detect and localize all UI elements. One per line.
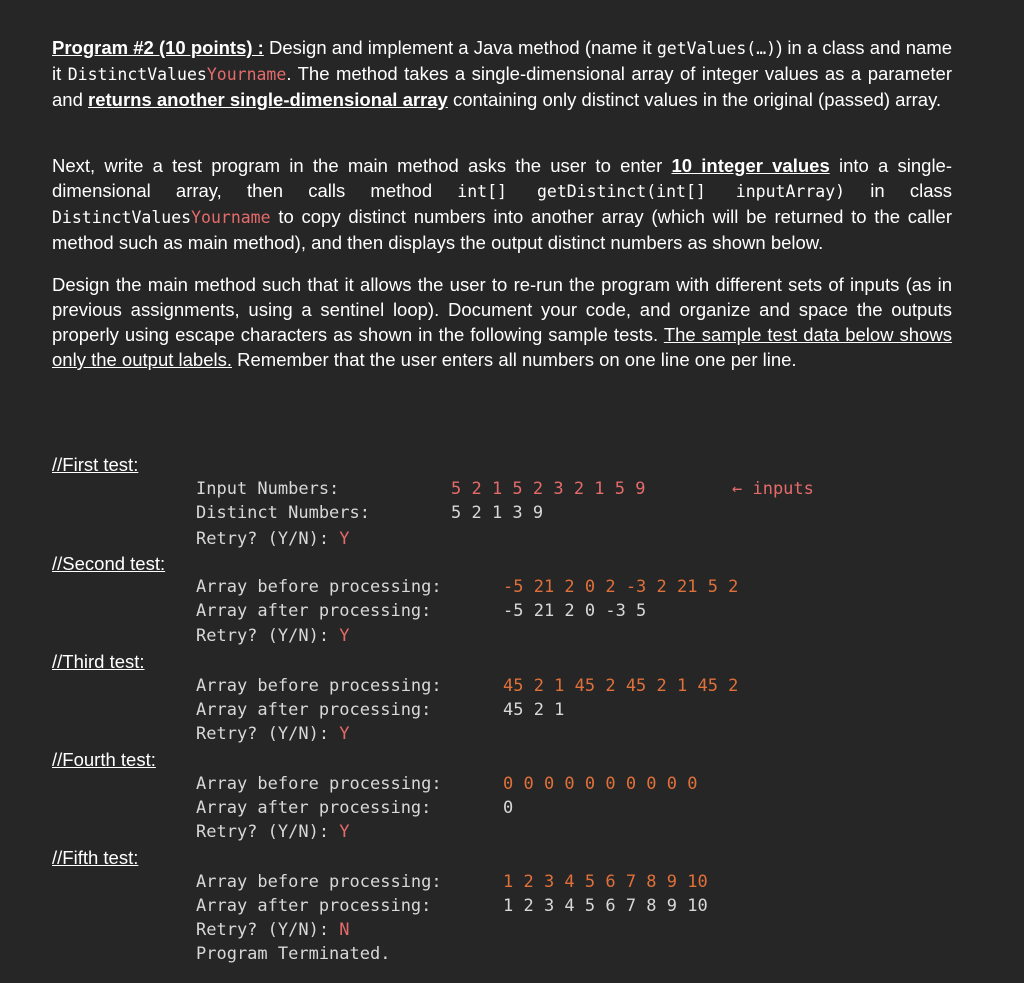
test-first-distinct-values: 5 2 1 3 9 [451, 503, 544, 523]
test-third-after-label: Array after processing: [196, 700, 432, 720]
test-third-retry [196, 722, 350, 747]
retry-label: Retry? (Y/N): [196, 724, 340, 744]
test-third-after-values: 45 2 1 [503, 700, 565, 720]
retry-label: Retry? (Y/N): [196, 920, 340, 940]
test-fifth-after-label: Array after processing: [196, 896, 432, 916]
p1-text-c: . The method takes a single-dimensional array of integer values as a parameter and [52, 63, 953, 110]
p3-text-b: Remember that the user enters all numbers on one line one per line. [232, 349, 797, 370]
retry-answer: Y [339, 529, 350, 549]
test-fifth-before-label: Array before processing: [196, 872, 442, 892]
test-fourth-after-values: 0 [503, 798, 514, 818]
test-third-before-values: 45 2 1 45 2 45 2 1 45 2 [503, 676, 739, 696]
p3-underline: The sample test data below shows only the output labels. [52, 324, 952, 370]
test-label-fourth: //Fourth test: [52, 749, 156, 770]
test-label-third: //Third test: [52, 651, 145, 672]
p2-text-a: Next, write a test program in the main method asks the user to enter [52, 155, 672, 176]
p2-text-b: into a single-dimensional array, then calls method [52, 155, 952, 201]
paragraph-test-program [52, 153, 952, 255]
retry-answer: Y [339, 626, 350, 646]
p2-text-d: to copy distinct numbers into another array (which will be returned to the caller method such as main method), and then displays the output distinct numbers as shown below. [52, 206, 952, 253]
test-second-after-values: -5 21 2 0 -3 5 [503, 601, 647, 621]
test-label-first: //First test: [52, 454, 139, 475]
paragraph-method-spec [52, 35, 952, 112]
p1-code-getvalues: getValues(…) [656, 39, 777, 58]
retry-label: Retry? (Y/N): [196, 529, 340, 549]
test-second-after-label: Array after processing: [196, 601, 432, 621]
retry-answer: Y [339, 822, 350, 842]
test-fourth-before-values: 0 0 0 0 0 0 0 0 0 0 [503, 774, 698, 794]
retry-label: Retry? (Y/N): [196, 626, 340, 646]
inputs-arrow-note: ← inputs [732, 479, 814, 499]
test-label-second: //Second test: [52, 553, 166, 574]
test-label-fifth: //Fifth test: [52, 847, 139, 868]
test-first-retry [196, 527, 350, 552]
p1-text-a: Design and implement a Java method (name it [263, 37, 657, 58]
test-second-before-values: -5 21 2 0 2 -3 2 21 5 2 [503, 577, 739, 597]
test-first-input-label: Input Numbers: [196, 479, 340, 499]
p2-emphasis: 10 integer values [671, 155, 830, 176]
p1-text-b: ) in a class and name it [52, 37, 953, 84]
p1-code-classname: DistinctValues [67, 65, 207, 84]
paragraph-main-design [52, 272, 952, 372]
p2-code-yourname: Yourname [191, 208, 271, 227]
test-fourth-retry [196, 820, 350, 845]
retry-answer: N [339, 920, 350, 940]
retry-answer: Y [339, 724, 350, 744]
test-second-before-label: Array before processing: [196, 577, 442, 597]
test-fifth-retry [196, 918, 350, 943]
test-fifth-after-values: 1 2 3 4 5 6 7 8 9 10 [503, 896, 708, 916]
p2-code-method: int[] getDistinct(int[] inputArray) [457, 182, 846, 201]
p1-text-d: containing only distinct values in the original (passed) array. [447, 89, 942, 110]
test-third-before-label: Array before processing: [196, 676, 442, 696]
p3-text-a: Design the main method such that it allows the user to re-run the program with different sets of inputs (as in previous assignments, using a sentinel loop). Document your code, and organize and space the outputs properly using escape characters as shown in the following sample tests. [52, 274, 952, 345]
p1-returns-emphasis: returns another single-dimensional array [88, 89, 448, 110]
p1-code-yourname: Yourname [206, 65, 287, 84]
p2-text-c: in class [845, 180, 952, 201]
test-second-retry [196, 624, 350, 649]
test-first-distinct-label: Distinct Numbers: [196, 503, 370, 523]
test-fourth-after-label: Array after processing: [196, 798, 432, 818]
p2-code-classname: DistinctValues [52, 208, 192, 227]
test-fifth-before-values: 1 2 3 4 5 6 7 8 9 10 [503, 872, 708, 892]
retry-label: Retry? (Y/N): [196, 822, 340, 842]
test-fourth-before-label: Array before processing: [196, 774, 442, 794]
program-heading: Program #2 (10 points) : [52, 37, 264, 58]
program-terminated: Program Terminated. [196, 944, 391, 964]
test-first-input-values: 5 2 1 5 2 3 2 1 5 9 [451, 479, 646, 499]
